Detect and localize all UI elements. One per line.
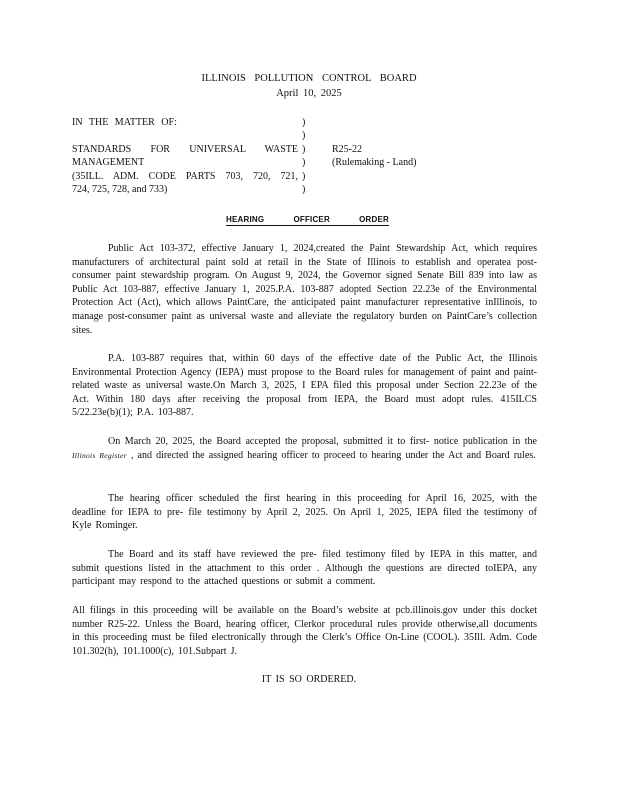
- paragraph-first-notice: [72, 435, 537, 462]
- paragraph-questions: [72, 548, 537, 589]
- paren: ): [302, 117, 306, 128]
- order-title-word: OFFICER: [293, 215, 330, 224]
- paragraph-text: , and directed the assigned hearing officer to proceed to hearing under the Act and Board rules.: [130, 449, 536, 461]
- case-title-line-1: STANDARDS FOR UNIVERSAL WASTE: [72, 143, 298, 155]
- docket-info: [332, 143, 416, 170]
- paragraph-text: All filings in this proceeding will be available on the Board’s website at pcb.illinois.gov under this docket number R25-22. Unless the Board, hearing officer, Clerkor procedural rules provide otherwise,all documents in this proceeding must be filed electronically through the Clerk’s Office On-Line (COOL). 35Ill. Adm. Code 101.302(h), 101.1000(c), 101.Subpart J.: [72, 605, 537, 657]
- paragraph-hearing-schedule: [72, 492, 537, 533]
- paragraph-filings: [72, 604, 537, 658]
- paren: ): [302, 184, 306, 196]
- paren: ): [302, 143, 306, 155]
- paragraph-iepa-proposal: [72, 352, 537, 420]
- order-date: April 10, 2025: [276, 88, 342, 99]
- order-title: [226, 215, 389, 226]
- paragraph-text: Public Act 103-372, effective January 1, 2024,created the Paint Stewardship Act, which requires manufacturers of architectural paint sold at retail in the State of Illinois to establish and operatea post-consumer paint stewardship program. On August 9, 2024, the Governor signed Senate Bill 839 into law as Public Act 103-887, effective January 1, 2025.P.A. 103-887 adopted Section 22.23e of the Environmental Protection Act (Act), which allows PaintCare, the anticipated paint manufacturer representative inIllinois, to manage post-consumer paint as universal waste and alleviate the regulatory burden on PaintCare’s collection sites.: [72, 243, 537, 336]
- paren: ): [302, 170, 306, 182]
- in-the-matter-of: IN THE MATTER OF:: [72, 117, 177, 128]
- paragraph-text: P.A. 103-887 requires that, within 60 days of the effective date of the Public Act, the Illinois Environmental Protection Agency (IEPA) must propose to the Board rules for management of paint and paint- related waste as universal waste.On March 3, 2025, I EPA filed this proposal under Section 22.23e of the Act. Within 180 days after receiving the proposal from IEPA, the Board must adopt rules. 415ILCS 5/22.23e(b)(1); P.A. 103-887.: [72, 353, 537, 419]
- order-title-word: ORDER: [359, 215, 389, 224]
- case-title-line-3: (35ILL. ADM. CODE PARTS 703, 720, 721,: [72, 170, 298, 182]
- paragraph-text: On March 20, 2025, the Board accepted the proposal, submitted it to first- notice publication in the: [108, 436, 537, 447]
- paren: ): [302, 157, 306, 169]
- paren: ): [302, 130, 306, 142]
- case-title-line-2: MANAGEMENT: [72, 157, 145, 169]
- publication-name: Illinois Register: [72, 450, 127, 460]
- paragraph-text: The Board and its staff have reviewed the pre- filed testimony filed by IEPA in this matter, and submit questions listed in the attachment to this order . Although the questions are directed toIEPA, any participant may respond to the attached questions or submit a comment.: [72, 549, 537, 588]
- docket-type: (Rulemaking - Land): [332, 157, 417, 169]
- case-caption: [72, 116, 298, 196]
- paragraph-public-act: [72, 242, 537, 337]
- closing-statement: IT IS SO ORDERED.: [261, 674, 357, 685]
- order-title-word: HEARING: [226, 215, 265, 224]
- caption-parentheses: [302, 116, 305, 196]
- case-title-line-4: 724, 725, 728, and 733): [72, 184, 168, 196]
- agency-name: ILLINOIS POLLUTION CONTROL BOARD: [201, 73, 417, 84]
- docket-number: R25-22: [332, 144, 362, 155]
- paragraph-text: The hearing officer scheduled the first hearing in this proceeding for April 16, 2025, with the deadline for IEPA to pre- file testimony by April 2, 2025. On April 1, 2025, IEPA filed the testimony of Kyle Rominger.: [72, 493, 537, 532]
